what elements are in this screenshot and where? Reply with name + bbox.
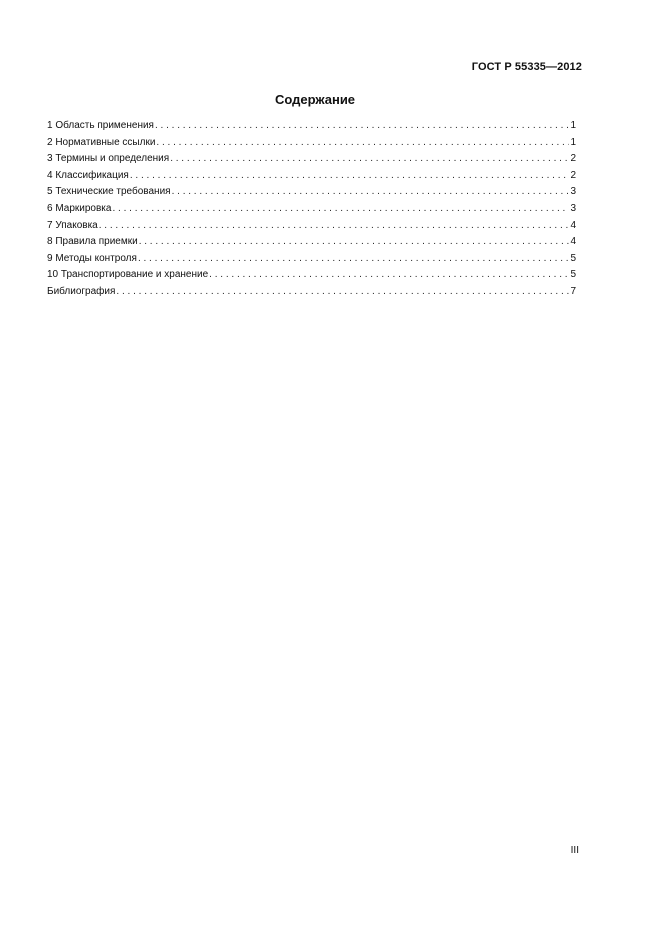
toc-item-label: 9 Методы контроля — [47, 252, 137, 264]
toc-leader-dots — [138, 251, 570, 268]
toc-item[interactable] — [47, 201, 576, 218]
toc-leader-dots — [130, 168, 570, 185]
toc-item-page: 1 — [570, 120, 576, 131]
toc-item-page: 1 — [570, 136, 576, 148]
toc-item-page: 4 — [570, 219, 576, 231]
toc-leader-dots — [172, 184, 570, 201]
toc-item-page: 2 — [570, 153, 576, 165]
toc-item[interactable] — [47, 284, 576, 301]
toc-item-label: 1 Область применения — [47, 120, 154, 131]
toc-item-label: 4 Классификация — [47, 169, 129, 181]
page-number: III — [570, 845, 579, 856]
toc-leader-dots — [112, 201, 569, 218]
toc-item-label: 2 Нормативные ссылки — [47, 136, 156, 148]
toc-item-page: 2 — [570, 169, 576, 181]
toc-item[interactable] — [47, 168, 576, 185]
toc-leader-dots — [156, 135, 569, 152]
toc-item-page: 5 — [570, 269, 576, 281]
toc-item-label: 8 Правила приемки — [47, 236, 138, 248]
toc-leader-dots — [209, 267, 569, 284]
toc-item-label: 5 Технические требования — [47, 186, 171, 198]
toc-leader-dots — [155, 118, 569, 135]
toc-leader-dots — [99, 218, 570, 235]
toc-item-page: 7 — [570, 285, 576, 297]
toc-item[interactable] — [47, 218, 576, 235]
toc-item-label: 10 Транспортирование и хранение — [47, 269, 209, 281]
table-of-contents — [47, 118, 576, 301]
toc-item-label: 6 Маркировка — [47, 202, 112, 214]
toc-item-label: Библиография — [47, 285, 116, 297]
toc-item-label: 7 Упаковка — [47, 219, 98, 231]
toc-item-page: 4 — [570, 236, 576, 248]
toc-leader-dots — [170, 151, 569, 168]
toc-item[interactable] — [47, 267, 576, 284]
toc-item[interactable] — [47, 234, 576, 251]
toc-item[interactable] — [47, 135, 576, 152]
toc-leader-dots — [139, 234, 570, 251]
toc-item-label: 3 Термины и определения — [47, 153, 170, 165]
toc-item-page: 3 — [570, 186, 576, 198]
toc-item[interactable] — [47, 184, 576, 201]
toc-item[interactable] — [47, 118, 576, 135]
toc-item[interactable] — [47, 151, 576, 168]
toc-title: Содержание — [274, 92, 356, 107]
toc-leader-dots — [116, 284, 569, 301]
toc-item-page: 5 — [570, 252, 576, 264]
document-code: ГОСТ Р 55335—2012 — [471, 61, 582, 73]
toc-item[interactable] — [47, 251, 576, 268]
toc-item-page: 3 — [570, 202, 576, 214]
